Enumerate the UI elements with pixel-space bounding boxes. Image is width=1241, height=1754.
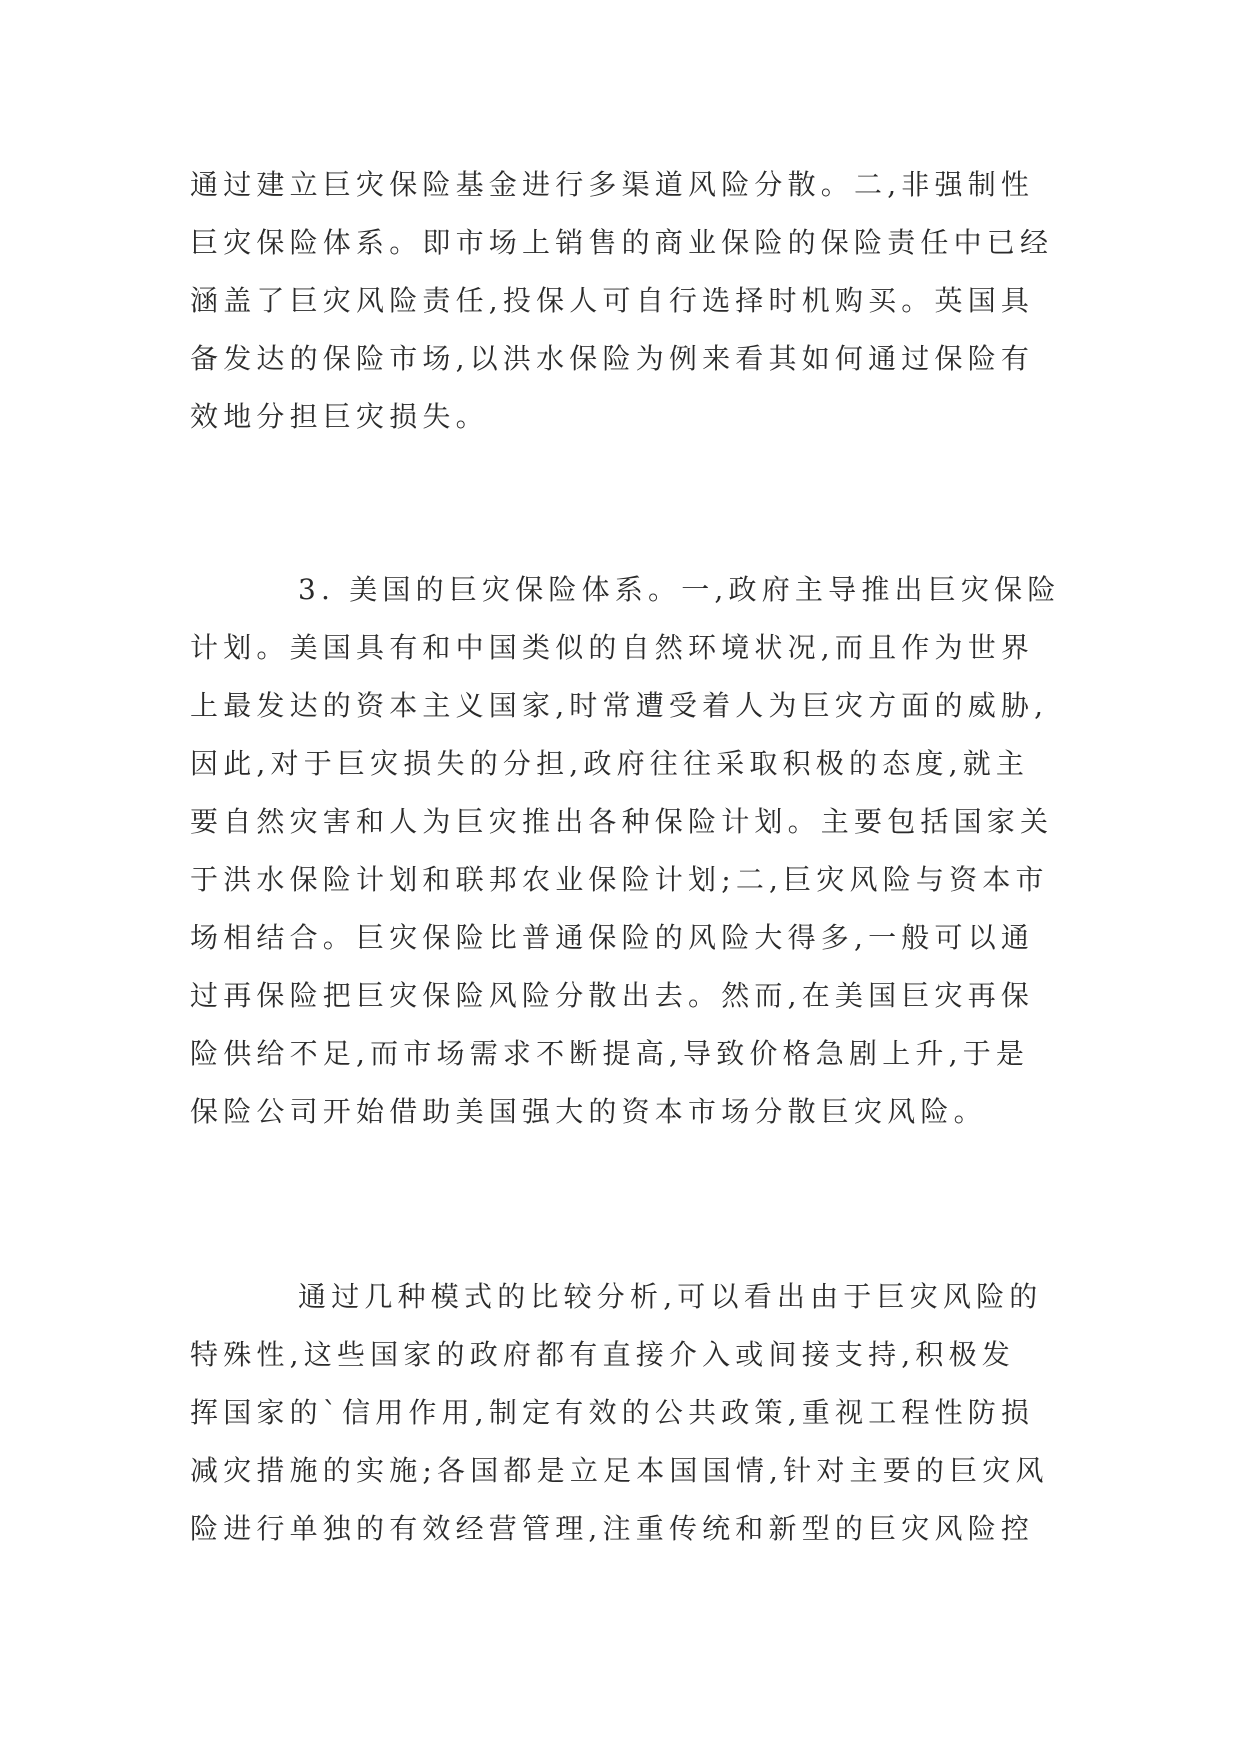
text-line: 减灾措施的实施;各国都是立足本国国情,针对主要的巨灾风 <box>190 1454 1049 1487</box>
text-line: 险供给不足,而市场需求不断提高,导致价格急剧上升,于是 <box>190 1037 1030 1070</box>
text-line: 通过几种模式的比较分析,可以看出由于巨灾风险的 <box>298 1280 1043 1313</box>
text-line: 效地分担巨灾损失。 <box>190 400 489 433</box>
text-line: 过再保险把巨灾保险风险分散出去。然而,在美国巨灾再保 <box>190 979 1035 1012</box>
text-line: 险进行单独的有效经营管理,注重传统和新型的巨灾风险控 <box>190 1512 1035 1545</box>
text-line: 保险公司开始借助美国强大的资本市场分散巨灾风险。 <box>190 1095 987 1128</box>
paragraph-comparative-analysis <box>190 1268 1060 1558</box>
text-line: 3. 美国的巨灾保险体系。一,政府主导推出巨灾保险 <box>298 573 1061 606</box>
text-line: 因此,对于巨灾损失的分担,政府往往采取积极的态度,就主 <box>190 747 1030 780</box>
text-line: 要自然灾害和人为巨灾推出各种保险计划。主要包括国家关 <box>190 805 1054 838</box>
text-line: 挥国家的`信用作用,制定有效的公共政策,重视工程性防损 <box>190 1396 1035 1429</box>
paragraph-us-catastrophe-insurance <box>190 561 1060 1141</box>
paragraph-continuation <box>190 156 1060 446</box>
text-line: 计划。美国具有和中国类似的自然环境状况,而且作为世界 <box>190 631 1035 664</box>
text-line: 巨灾保险体系。即市场上销售的商业保险的保险责任中已经 <box>190 226 1054 259</box>
text-line: 于洪水保险计划和联邦农业保险计划;二,巨灾风险与资本市 <box>190 863 1049 896</box>
text-line: 特殊性,这些国家的政府都有直接介入或间接支持,积极发 <box>190 1338 1016 1371</box>
text-line: 场相结合。巨灾保险比普通保险的风险大得多,一般可以通 <box>190 921 1035 954</box>
text-line: 通过建立巨灾保险基金进行多渠道风险分散。二,非强制性 <box>190 168 1035 201</box>
text-line: 备发达的保险市场,以洪水保险为例来看其如何通过保险有 <box>190 342 1035 375</box>
text-line: 涵盖了巨灾风险责任,投保人可自行选择时机购买。英国具 <box>190 284 1035 317</box>
text-line: 上最发达的资本主义国家,时常遭受着人为巨灾方面的威胁, <box>190 689 1049 722</box>
